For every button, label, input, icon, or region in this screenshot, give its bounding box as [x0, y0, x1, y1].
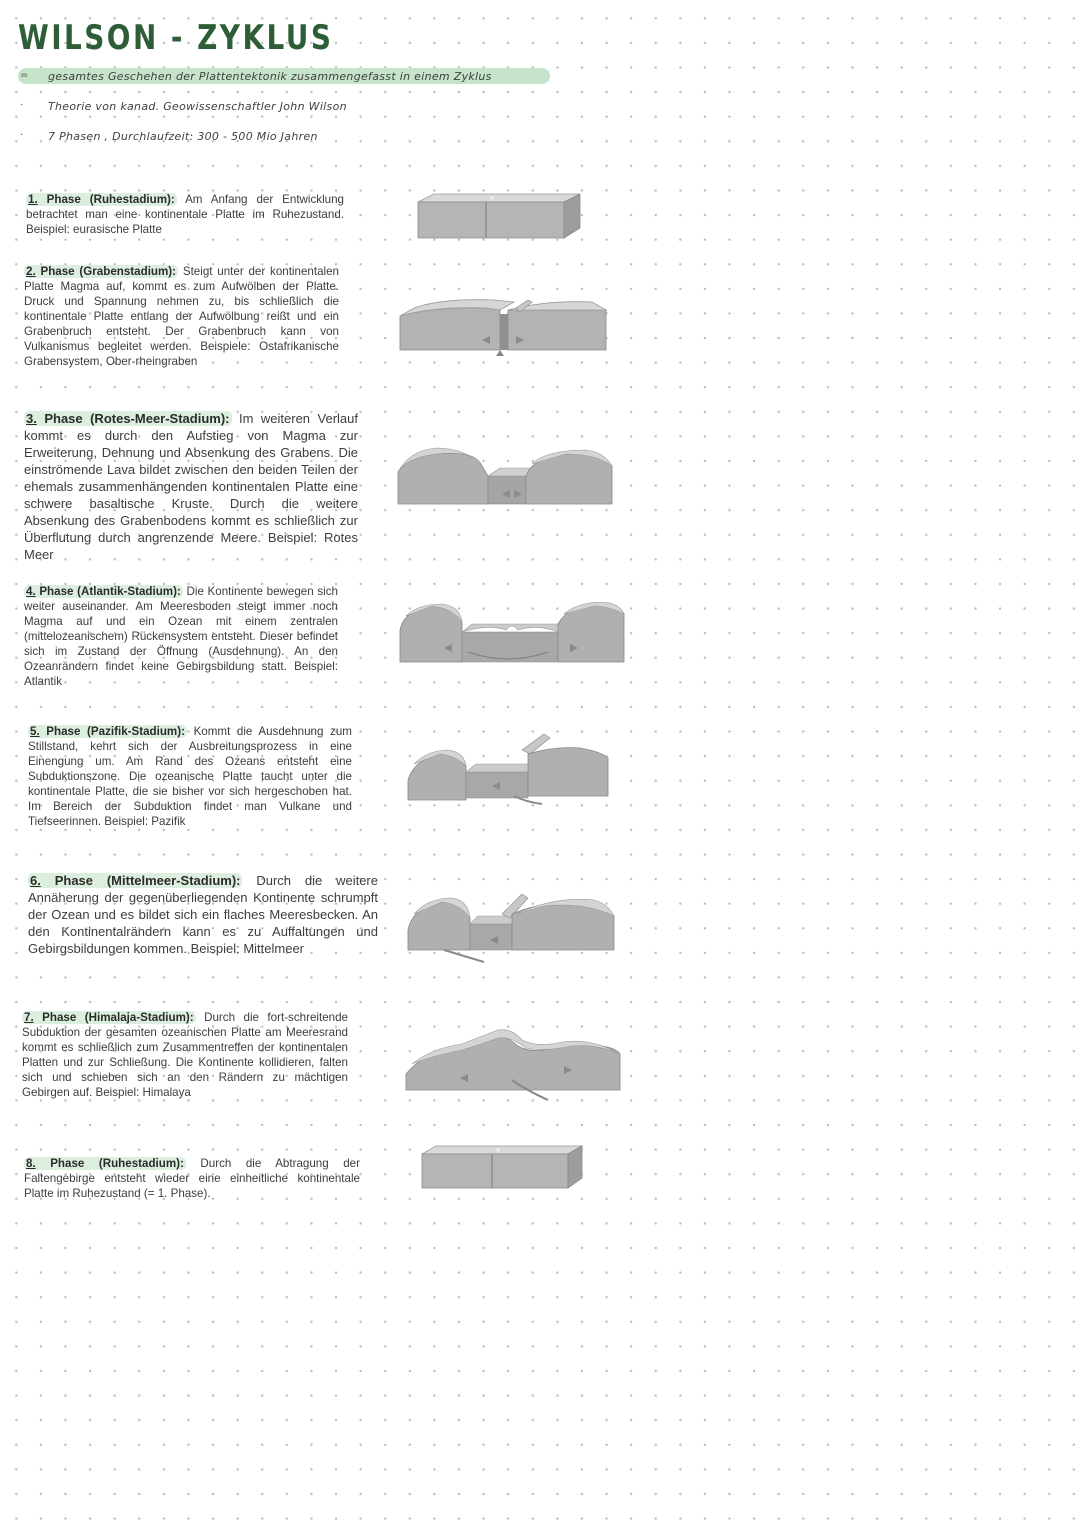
- phase-title: Phase (Rotes-Meer-Stadium):: [44, 411, 230, 426]
- phase-7-text: [22, 1010, 348, 1100]
- phase-2-text: [24, 264, 339, 369]
- phase-5-text: [28, 724, 352, 829]
- phase-number: 3.: [26, 411, 37, 426]
- bullet-dot: ·: [20, 100, 24, 111]
- phase-8-text: [24, 1156, 360, 1201]
- bullet-dot: ·: [20, 130, 24, 141]
- phase-2-illustration: [396, 296, 612, 362]
- phase-number: 2.: [26, 265, 36, 278]
- phase-number: 5.: [30, 725, 40, 738]
- phase-title: Phase (Pazifik-Stadium):: [46, 725, 185, 738]
- phase-description: Durch die Abtragung der Faltengebirge entsteht wieder eine einheitliche kontinentale Platte im Ruhezustand (= 1. Phase).: [24, 1157, 360, 1200]
- phase-number: 6.: [30, 873, 41, 888]
- phase-description: Die Kontinente bewegen sich weiter auseinander. Am Meeresboden steigt immer noch Magma auf und ein Ozean mit einem zentralen (mittelozeanischem) Rückensystem entsteht. Dieser befindet sich im Zustand der Öffnung (Ausdehnung). An den Ozeanrändern findet keine Gebirgsbildung statt. Beispiel: Atlantik: [24, 585, 338, 688]
- phase-4-text: [24, 584, 338, 689]
- phase-number: 7.: [24, 1011, 34, 1024]
- phase-title: Phase (Atlantik-Stadium):: [39, 585, 181, 598]
- phase-description: Im weiteren Verlauf kommt es durch den Aufstieg von Magma zur Erweiterung, Dehnung und Absenkung des Grabens. Die einströmende Lava bildet zwischen den beiden Teilen der ehemals zusammenhängenden kontinentalen Platte eine schwere basaltische Kruste. Durch die weitere Absenkung des Grabenbodens kommt es schließlich zur Überflutung durch angrenzende Meere. Beispiel: Rotes Meer: [24, 411, 358, 562]
- phase-title: Phase (Ruhestadium):: [46, 193, 175, 206]
- phase-title: Phase (Grabenstadium):: [40, 265, 177, 278]
- page-title: WILSON - ZYKLUS: [18, 18, 334, 58]
- phase-6-text: [28, 872, 378, 957]
- intro-line-theory: Theorie von kanad. Geowissenschaftler John Wilson: [48, 100, 347, 113]
- phase-3-text: [24, 410, 358, 563]
- bullet-dash: =: [20, 70, 29, 81]
- phase-number: 1.: [28, 193, 38, 206]
- phase-1-text: [26, 192, 344, 237]
- phase-7-illustration: [402, 1024, 624, 1104]
- phase-5-illustration: [404, 730, 612, 806]
- phase-1-illustration: [412, 192, 584, 246]
- phase-description: Kommt die Ausdehnung zum Stillstand, kehrt sich der Ausbreitungsprozess in eine Einengung um. Am Rand des Ozeans entsteht eine Subduktionszone. Die ozeanische Platte taucht unter die kontinentale Platte, die sie bisher vor sich hergeschoben hat. Im Bereich der Subduktion findet man Vulkane und Tiefseerinnen. Beispiel: Pazifik: [28, 725, 352, 828]
- phase-8-illustration: [418, 1144, 586, 1194]
- intro-line-phases: 7 Phasen , Durchlaufzeit: 300 - 500 Mio Jahren: [48, 130, 318, 143]
- phase-6-illustration: [404, 890, 616, 964]
- phase-description: Durch die weitere Annäherung der gegenüberliegenden Kontinente schrumpft der Ozean und es bildet sich ein flaches Meeresbecken. An den Kontinentalrändern kann es zu Auffaltungen und Gebirgsbildungen kommen. Beispiel: Mittelmeer: [28, 873, 378, 956]
- phase-4-illustration: [398, 602, 628, 666]
- phase-title: Phase (Mittelmeer-Stadium):: [54, 873, 241, 888]
- phase-3-illustration: [396, 446, 616, 508]
- phase-title: Phase (Himalaja-Stadium):: [42, 1011, 194, 1024]
- phase-description: Durch die fort-schreitende Subduktion der gesamten ozeanischen Platte am Meeresrand kommt es schließlich zum Zusammentreffen der kontinentalen Platten und zur Schließung. Die Kontinente kollidieren, falten sich und schieben sich an den Rändern zu mächtigen Gebirgen auf. Beispiel: Himalaya: [22, 1011, 348, 1099]
- intro-line-summary: gesamtes Geschehen der Plattentektonik zusammengefasst in einem Zyklus: [48, 70, 492, 83]
- phase-description: Steigt unter der kontinentalen Platte Magma auf, kommt es zum Aufwölben der Platte. Druck und Spannung nehmen zu, bis schließlich die kontinentale Platte entlang der Aufwölbung reißt und ein Grabenbruch entsteht. Der Grabenbruch kann von Vulkanismus begleitet werden. Beispiele: Ostafrikanische Grabensystem, Ober-rheingraben: [24, 265, 339, 368]
- phase-description: Am Anfang der Entwicklung betrachtet man eine kontinentale Platte im Ruhezustand. Beispiel: eurasische Platte: [26, 193, 344, 236]
- phase-number: 8.: [26, 1157, 36, 1170]
- phase-number: 4.: [26, 585, 36, 598]
- phase-title: Phase (Ruhestadium):: [50, 1157, 184, 1170]
